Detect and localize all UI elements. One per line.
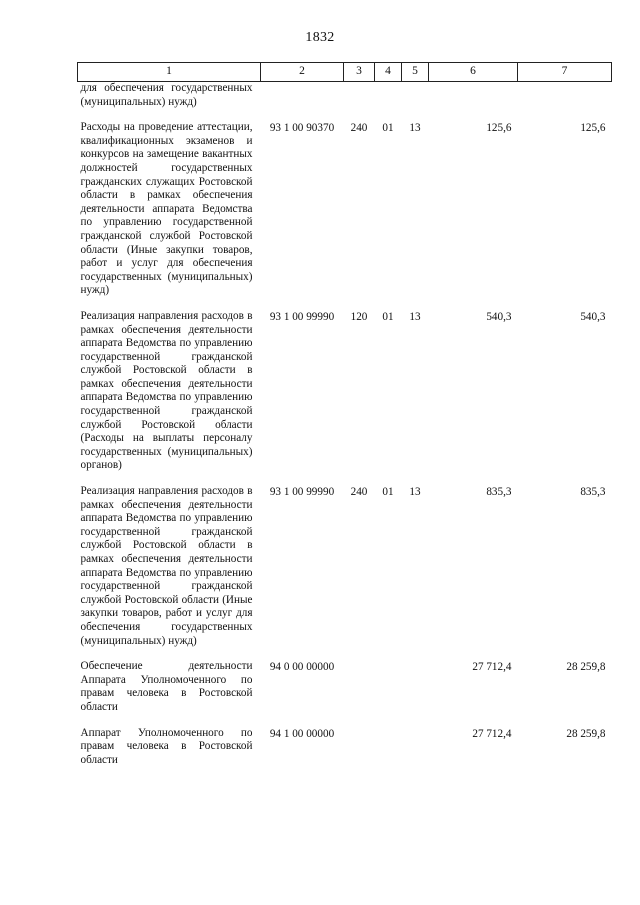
header-col-7: 7 [518,63,612,82]
row-code: 93 1 00 99990 [269,486,335,499]
row-expense-type: 240 [350,486,368,499]
row-subsection [402,660,429,714]
row-value-1: 125,6 [486,122,512,135]
row-value-1: 27 712,4 [472,661,512,674]
row-value-1: 540,3 [486,310,512,323]
row-value-2: 28 259,8 [566,727,606,740]
table-row [78,82,612,110]
row-value-2 [518,82,612,110]
row-subsection: 13 [409,486,421,499]
row-description: Расходы на проведение аттестации, квалификационных экзаменов и конкурсов на замещение вакантных должностей государственных гражданских служащих Ростовской области в рамках обеспечения деятельности аппарата Ведомства по управлению государственной гражданской службой Ростовской области (Иные закупки товаров, работ и услуг для обеспечения государственных (муниципальных) нужд) [80,121,253,297]
row-section [375,727,402,768]
row-description: Реализация направления расходов в рамках обеспечения деятельности аппарата Ведомства по управлению государственной гражданской службой Ростовской области в рамках обеспечения деятельности аппарата Ведомства по управлению государственной гражданской службой Ростовской области (Иные закупки товаров, работ и услуг для обеспечения государственных (муниципальных) нужд) [80,485,253,647]
row-subsection: 13 [409,310,421,323]
header-col-3: 3 [344,63,375,82]
row-section: 01 [382,310,394,323]
row-expense-type [344,727,375,768]
row-value-1 [429,82,518,110]
row-code: 93 1 00 90370 [269,122,335,135]
row-expense-type: 240 [350,122,368,135]
row-value-1: 835,3 [486,486,512,499]
row-expense-type [344,660,375,714]
row-subsection: 13 [409,122,421,135]
page-number: 1832 [305,30,335,45]
row-value-1: 27 712,4 [472,727,512,740]
row-value-2: 125,6 [580,122,606,135]
table-row [78,121,612,298]
row-section: 01 [382,122,394,135]
row-description: Реализация направления расходов в рамках обеспечения деятельности аппарата Ведомства по управлению государственной гражданской службой Ростовской области в рамках обеспечения деятельности аппарата Ведомства по управлению государственной гражданской службой Ростовской области (Расходы на выплаты персоналу государственных (муниципальных) органов) [80,309,253,472]
table-row [78,727,612,768]
row-value-2: 540,3 [580,310,606,323]
header-col-2: 2 [261,63,344,82]
row-section: 01 [382,486,394,499]
row-section [375,660,402,714]
row-subsection [402,727,429,768]
budget-table [77,62,612,767]
row-expense-type [344,82,375,110]
row-description: Обеспечение деятельности Аппарата Уполномоченного по правам человека в Ростовской области [80,660,253,713]
header-col-4: 4 [375,63,402,82]
row-section [375,82,402,110]
row-expense-type: 120 [350,310,368,323]
table-header [78,63,612,82]
row-code [261,82,344,110]
row-code: 93 1 00 99990 [269,310,335,323]
header-col-5: 5 [402,63,429,82]
table-row [78,485,612,648]
row-subsection [402,82,429,110]
header-col-1: 1 [78,63,261,82]
header-col-6: 6 [429,63,518,82]
row-code: 94 1 00 00000 [269,727,335,740]
row-description: Аппарат Уполномоченного по правам человека в Ростовской области [80,726,253,766]
row-description: для обеспечения государственных (муниципальных) нужд) [80,82,253,108]
row-value-2: 835,3 [580,486,606,499]
row-value-2: 28 259,8 [566,661,606,674]
table-row [78,660,612,714]
row-code: 94 0 00 00000 [269,661,335,674]
table-row [78,310,612,473]
